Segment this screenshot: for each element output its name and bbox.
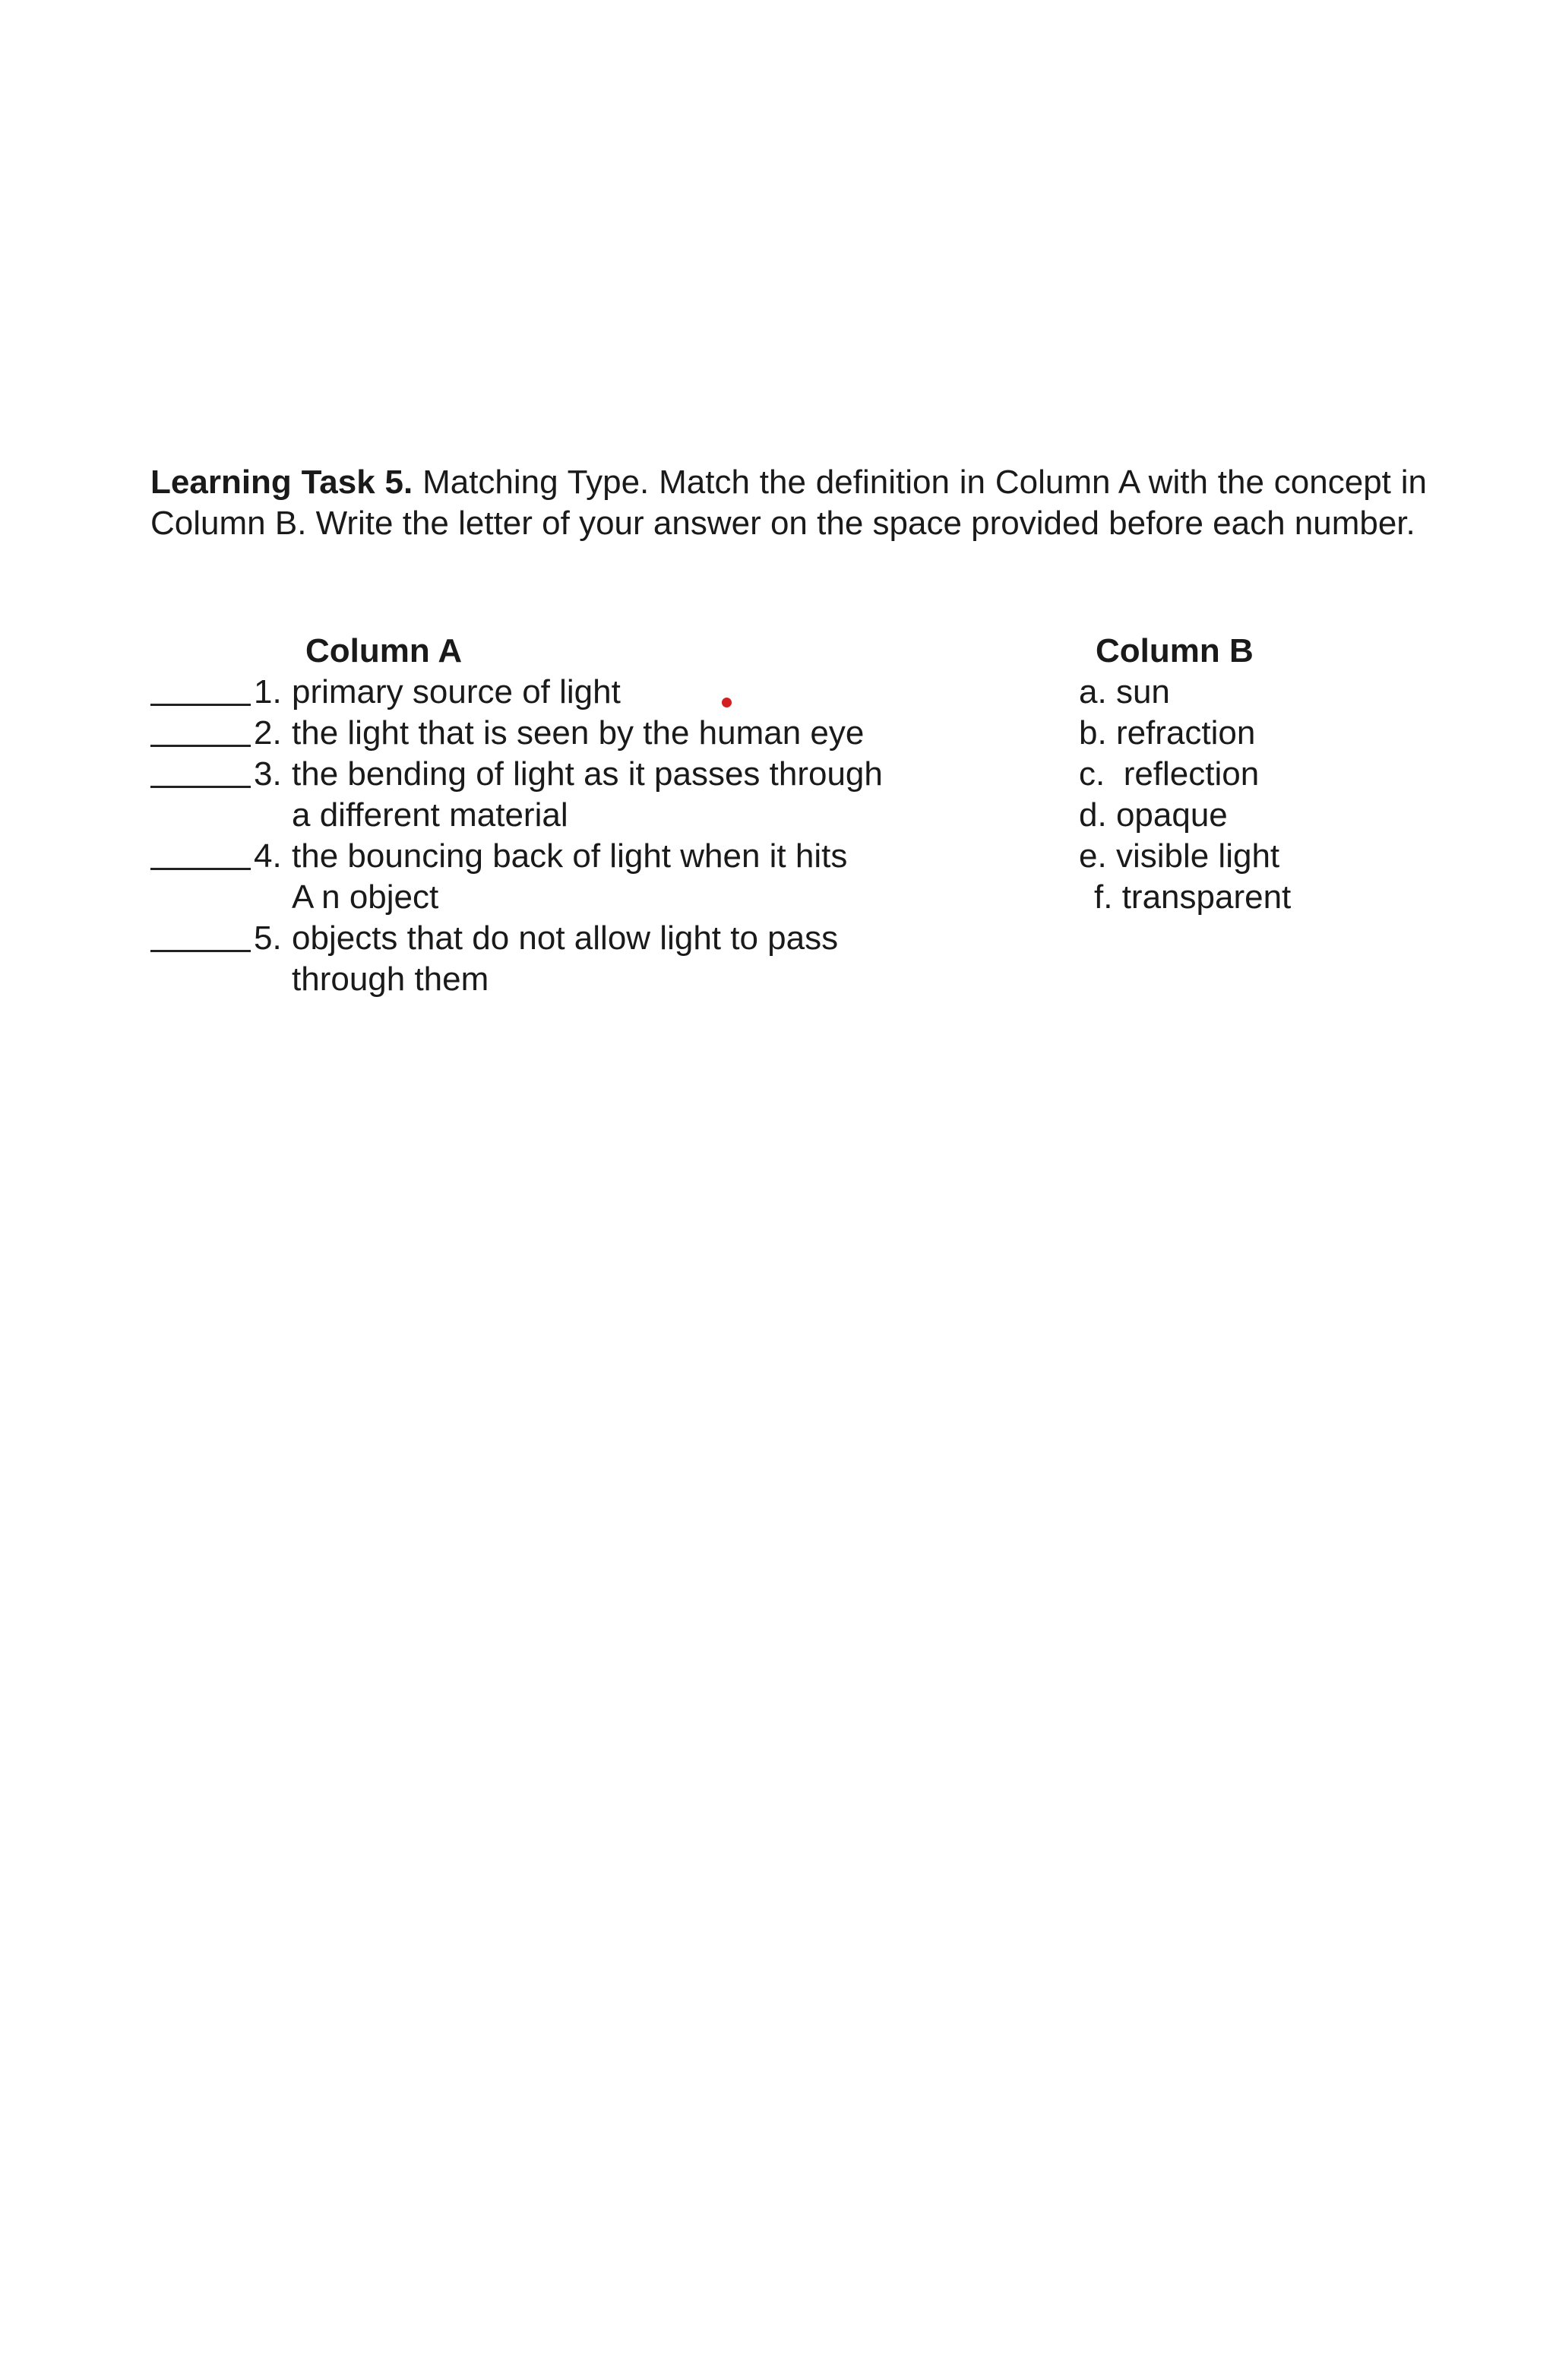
instructions-paragraph bbox=[150, 462, 1427, 544]
item-text-3-line-1: the bending of light as it passes through bbox=[292, 755, 883, 793]
item-number-3: 3. bbox=[254, 755, 282, 793]
item-text-4-line-1: the bouncing back of light when it hits bbox=[292, 837, 848, 875]
option-c-letter: c. bbox=[1079, 755, 1105, 793]
option-e-text: visible light bbox=[1115, 837, 1280, 875]
option-f-text: transparent bbox=[1121, 878, 1292, 916]
option-d-letter: d. bbox=[1079, 796, 1107, 834]
column-b-header: Column B bbox=[1096, 632, 1254, 669]
item-number-2: 2. bbox=[254, 714, 282, 752]
red-dot-mark bbox=[722, 698, 732, 707]
item-number-4: 4. bbox=[254, 837, 282, 875]
option-d-text: opaque bbox=[1115, 796, 1228, 834]
item-text-2: the light that is seen by the human eye bbox=[292, 714, 865, 752]
option-b-text: refraction bbox=[1115, 714, 1256, 752]
answer-blank-3[interactable] bbox=[150, 786, 251, 788]
answer-blank-2[interactable] bbox=[150, 745, 251, 747]
option-b-letter: b. bbox=[1079, 714, 1107, 752]
item-number-5: 5. bbox=[254, 919, 282, 957]
option-f-letter: f. bbox=[1094, 878, 1113, 916]
item-text-5-line-1: objects that do not allow light to pass bbox=[292, 919, 839, 957]
item-text-1: primary source of light bbox=[292, 673, 621, 711]
option-c bbox=[1079, 754, 1259, 795]
option-a-letter: a. bbox=[1079, 673, 1107, 711]
column-a-header: Column A bbox=[305, 632, 463, 669]
item-text-3-line-2: a different material bbox=[292, 796, 568, 834]
option-a-text: sun bbox=[1115, 673, 1170, 711]
option-a bbox=[1079, 672, 1170, 713]
answer-blank-5[interactable] bbox=[150, 950, 251, 952]
option-e-letter: e. bbox=[1079, 837, 1107, 875]
option-d bbox=[1079, 795, 1228, 836]
option-c-text: reflection bbox=[1123, 755, 1260, 793]
answer-blank-4[interactable] bbox=[150, 868, 251, 870]
option-e bbox=[1079, 836, 1279, 877]
item-text-5-line-2: through them bbox=[292, 961, 489, 998]
item-number-1: 1. bbox=[254, 673, 282, 711]
option-f bbox=[1094, 877, 1291, 918]
task-label: Learning Task 5. bbox=[150, 464, 413, 501]
option-b bbox=[1079, 713, 1255, 754]
item-text-4-line-2: A n object bbox=[292, 878, 439, 916]
answer-blank-1[interactable] bbox=[150, 704, 251, 706]
instructions-text: Matching Type. Match the definition in Column A with the concept in Column B. Write the letter of your answer on the space provided before each number. bbox=[150, 464, 1427, 542]
